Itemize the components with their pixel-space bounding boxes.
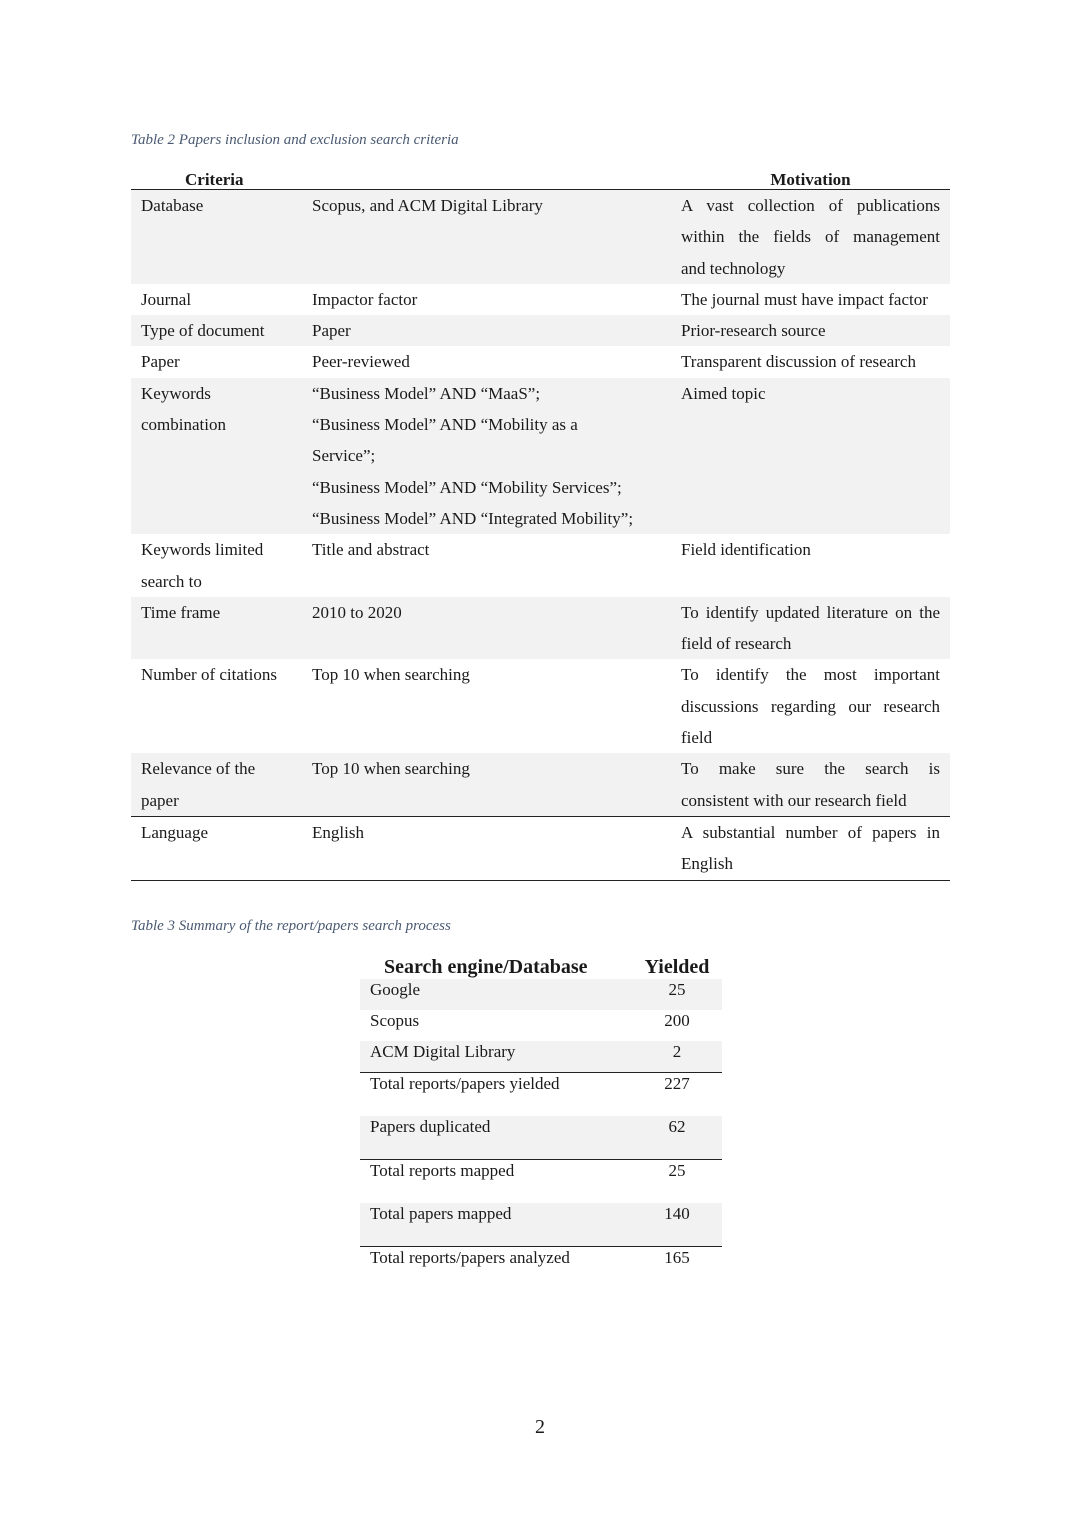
value-cell: Title and abstract <box>312 540 430 560</box>
table-row <box>360 1041 722 1073</box>
criteria-header: Criteria <box>131 170 671 190</box>
table3-caption: Table 3 Summary of the report/papers search process <box>131 918 451 934</box>
engine-cell: Total reports/papers analyzed <box>370 1248 570 1267</box>
page-number: 2 <box>535 1416 545 1438</box>
criteria-cell: Keywords combination <box>131 378 302 534</box>
yielded-cell: 25 <box>668 1161 686 1180</box>
table-row <box>360 1203 722 1247</box>
table-row <box>360 1160 722 1204</box>
criteria-table-header <box>131 170 950 190</box>
engine-header: Search engine/Database <box>384 956 588 978</box>
criteria-cell: Database <box>131 190 302 284</box>
table-row <box>131 659 950 753</box>
table-row <box>131 315 950 346</box>
search-summary-header <box>360 955 722 979</box>
value-cell: Paper <box>302 315 671 346</box>
motivation-cell: To identify updated literature on the field of research <box>671 597 950 660</box>
criteria-cell: Journal <box>141 289 192 309</box>
value-cell: Top 10 when searching <box>312 665 470 685</box>
engine-cell: Total papers mapped <box>360 1203 632 1247</box>
yielded-cell: 165 <box>664 1248 690 1267</box>
table-row <box>131 190 950 284</box>
engine-cell: Scopus <box>370 1011 420 1030</box>
engine-cell: Google <box>360 979 632 1010</box>
motivation-cell: To identify the most important discussions regarding our research field <box>681 665 940 748</box>
criteria-cell: Number of citations <box>141 665 277 685</box>
table-row <box>360 1073 722 1117</box>
table-row <box>131 816 950 880</box>
table-row <box>131 378 950 534</box>
table-row <box>360 1247 722 1279</box>
value-cell: Top 10 when searching <box>302 753 671 816</box>
search-summary-table <box>360 955 722 1278</box>
criteria-cell: Time frame <box>131 597 302 660</box>
motivation-cell: Field identification <box>681 540 811 560</box>
value-cell: Impactor factor <box>312 289 418 309</box>
yielded-cell: 25 <box>632 979 722 1010</box>
value-cell: Peer-reviewed <box>312 352 410 372</box>
criteria-cell: Keywords limited search to <box>141 540 264 591</box>
yielded-cell: 2 <box>632 1041 722 1073</box>
engine-cell: Total reports/papers yielded <box>370 1074 560 1093</box>
motivation-header: Motivation <box>671 170 950 190</box>
criteria-cell: Relevance of the paper <box>131 753 302 816</box>
motivation-cell: To make sure the search is consistent with our research field <box>671 753 950 816</box>
table-row <box>131 346 950 377</box>
value-cell: “Business Model” AND “MaaS”; “Business Model” AND “Mobility as a Service”; “Business Model” AND “Mobility Services”; “Business Model” AND “Integrated Mobility”; <box>302 378 671 534</box>
value-cell: English <box>302 816 671 880</box>
motivation-cell: A vast collection of publications within the fields of management and technology <box>671 190 950 284</box>
table-row <box>131 597 950 660</box>
table-row <box>131 284 950 315</box>
yielded-header: Yielded <box>644 956 710 978</box>
value-cell: 2010 to 2020 <box>302 597 671 660</box>
motivation-cell: Transparent discussion of research <box>681 352 916 372</box>
engine-cell: Papers duplicated <box>360 1116 632 1160</box>
table-row <box>360 1010 722 1041</box>
yielded-cell: 227 <box>664 1074 690 1093</box>
table-row <box>360 979 722 1010</box>
yielded-cell: 62 <box>632 1116 722 1160</box>
motivation-cell: The journal must have impact factor <box>681 289 928 309</box>
engine-cell: Total reports mapped <box>370 1161 515 1180</box>
motivation-cell: Prior-research source <box>671 315 950 346</box>
yielded-cell: 140 <box>632 1203 722 1247</box>
motivation-cell: Aimed topic <box>671 378 950 534</box>
table-row <box>131 534 950 597</box>
yielded-cell: 200 <box>664 1011 690 1030</box>
criteria-cell: Paper <box>141 352 180 372</box>
criteria-table <box>131 170 950 881</box>
table2-caption: Table 2 Papers inclusion and exclusion search criteria <box>131 132 459 148</box>
motivation-cell: A substantial number of papers in English <box>671 816 950 880</box>
value-cell: Scopus, and ACM Digital Library <box>302 190 671 284</box>
table-row <box>360 1116 722 1160</box>
criteria-cell: Language <box>131 816 302 880</box>
engine-cell: ACM Digital Library <box>360 1041 632 1073</box>
criteria-cell: Type of document <box>131 315 302 346</box>
table-row <box>131 753 950 816</box>
